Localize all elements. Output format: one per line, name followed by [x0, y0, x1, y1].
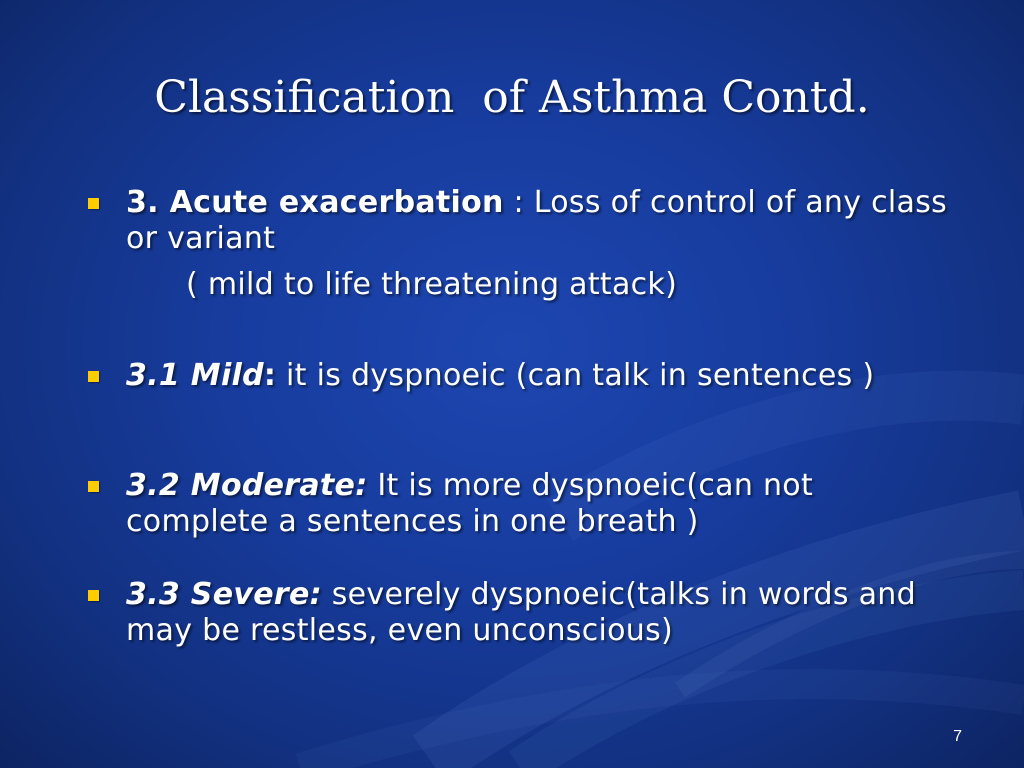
square-bullet-icon [88, 198, 99, 209]
square-bullet-icon [88, 481, 99, 492]
bullet-text [126, 577, 956, 649]
bullet-heading: 3. Acute exacerbation [126, 185, 504, 220]
bullet-text [126, 358, 956, 394]
slide-title: Classification of Asthma Contd. [154, 72, 870, 123]
square-bullet-icon [88, 590, 99, 601]
bullet-colon: : [263, 358, 277, 393]
square-bullet-icon [88, 371, 99, 382]
bullet-text [126, 468, 956, 540]
bullet-body: It is more dyspnoeic(can not complete a sentences in one breath ) [126, 468, 814, 539]
bullet-subtext: ( mild to life threatening attack) [186, 267, 678, 302]
bullet-body: it is dyspnoeic (can talk in sentences ) [276, 358, 875, 393]
bullet-text [126, 185, 956, 303]
bullet-body: severely dyspnoeic(talks in words and may be restless, even unconscious) [126, 577, 916, 648]
page-number: 7 [953, 728, 962, 745]
bullet-body: : Loss of control of any class or variant [126, 185, 948, 256]
bullet-heading: 3.3 Severe: [126, 577, 322, 612]
bullet-heading: 3.1 Mild [126, 358, 264, 393]
bullet-heading: 3.2 Moderate: [126, 468, 368, 503]
